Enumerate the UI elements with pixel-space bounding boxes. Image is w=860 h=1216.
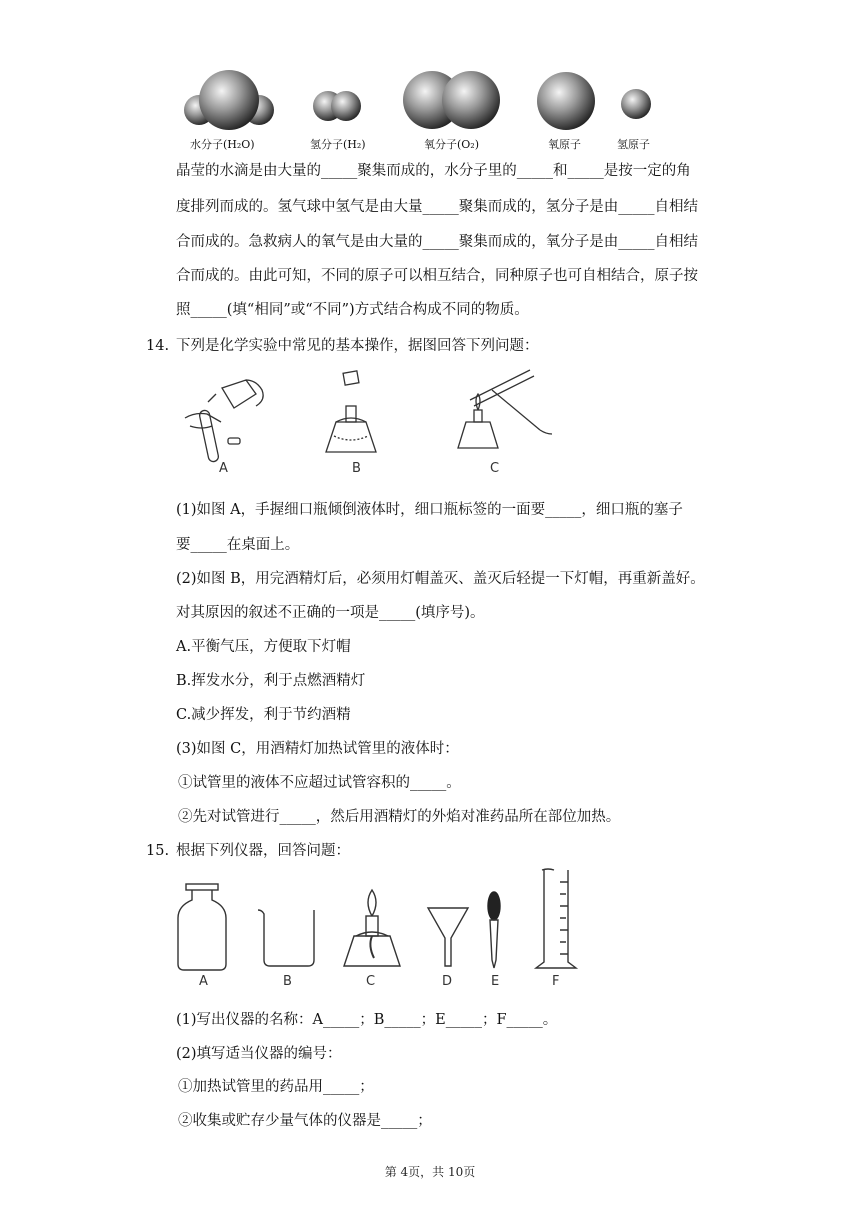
q14-number: 14.: [146, 338, 170, 354]
molecule-label-oxygen: 氧分子(O₂): [424, 138, 480, 151]
q14-fig-label-c: C: [490, 461, 500, 476]
q15-fig-label-a: A: [199, 974, 208, 989]
hydrogen-atom-icon: [621, 89, 651, 119]
q15-part1: (1)写出仪器的名称：A_____；B_____；E_____；F_____。: [176, 1012, 558, 1028]
q15-fig-label-d: D: [442, 974, 453, 989]
page-footer: 第 4页，共 10页: [384, 1165, 476, 1179]
oxygen-molecule-icon: [403, 71, 500, 129]
q15-fig-label-b: B: [283, 974, 292, 989]
q14-part3-a: ①试管里的液体不应超过试管容积的_____。: [178, 775, 461, 791]
q14-part2-line1: (2)如图 B，用完酒精灯后，必须用灯帽盖灭、盖灭后轻提一下灯帽，再重新盖好。: [176, 571, 705, 587]
q14-option-c: C.减少挥发，利于节约酒精: [176, 707, 351, 723]
q15-part2: (2)填写适当仪器的编号：: [176, 1046, 342, 1062]
q13-line-4: 合而成的。由此可知，不同的原子可以相互结合，同种原子也可自相结合，原子按: [176, 268, 698, 284]
q14-option-a: A.平衡气压，方便取下灯帽: [176, 639, 351, 655]
q14-stem: 下列是化学实验中常见的基本操作，据图回答下列问题：: [176, 338, 539, 354]
atom-label-hydrogen: 氢原子: [617, 138, 650, 151]
gas-bottle-icon: [178, 884, 226, 970]
q14-part1-line1: (1)如图 A，手握细口瓶倾倒液体时，细口瓶标签的一面要_____，细口瓶的塞子: [176, 502, 683, 518]
q13-line-5: 照_____(填“相同”或“不同”)方式结合构成不同的物质。: [176, 302, 529, 318]
q14-fig-label-a: A: [219, 461, 228, 476]
dropper-icon: [488, 892, 500, 968]
beaker-icon: [258, 910, 314, 966]
hydrogen-molecule-icon: [313, 91, 361, 121]
q13-line-3: 合而成的。急救病人的氧气是由大量的_____聚集而成的，氧分子是由_____自相结: [176, 234, 698, 250]
molecule-label-hydrogen: 氢分子(H₂): [310, 138, 366, 151]
q15-number: 15.: [146, 843, 170, 859]
q15-part2-a: ①加热试管里的药品用_____；: [178, 1079, 374, 1095]
q15-stem: 根据下列仪器，回答问题：: [176, 843, 350, 859]
alcohol-lamp-cap-icon: [326, 371, 376, 452]
q15-fig-label-e: E: [491, 974, 500, 989]
heating-test-tube-icon: [458, 370, 552, 448]
graduated-cylinder-icon: [536, 869, 576, 968]
molecule-label-water: 水分子(H₂O): [190, 138, 255, 151]
pouring-liquid-icon: [185, 380, 263, 462]
q14-part2-line2: 对其原因的叙述不正确的一项是_____(填序号)。: [176, 605, 485, 621]
q14-part3: (3)如图 C，用酒精灯加热试管里的液体时：: [176, 741, 459, 757]
water-molecule-icon: [184, 70, 274, 130]
q15-fig-label-f: F: [552, 974, 560, 989]
q13-line-2: 度排列而成的。氢气球中氢气是由大量_____聚集而成的，氢分子是由_____自相结: [176, 199, 698, 215]
q14-fig-label-b: B: [352, 461, 361, 476]
q15-part2-b: ②收集或贮存少量气体的仪器是_____；: [178, 1113, 432, 1129]
lab-operation-figure: [0, 370, 860, 480]
lab-instruments-figure: [0, 862, 860, 982]
alcohol-lamp-icon: [344, 890, 400, 966]
funnel-icon: [428, 908, 468, 966]
q13-line-1: 晶莹的水滴是由大量的_____聚集而成的，水分子里的_____和_____是按一定的角: [176, 163, 691, 179]
oxygen-atom-icon: [537, 72, 595, 130]
q14-part1-line2: 要_____在桌面上。: [176, 537, 300, 553]
atom-label-oxygen: 氧原子: [548, 138, 581, 151]
q15-fig-label-c: C: [366, 974, 376, 989]
q14-part3-b: ②先对试管进行_____，然后用酒精灯的外焰对准药品所在部位加热。: [178, 809, 621, 825]
q14-option-b: B.挥发水分，利于点燃酒精灯: [176, 673, 366, 689]
